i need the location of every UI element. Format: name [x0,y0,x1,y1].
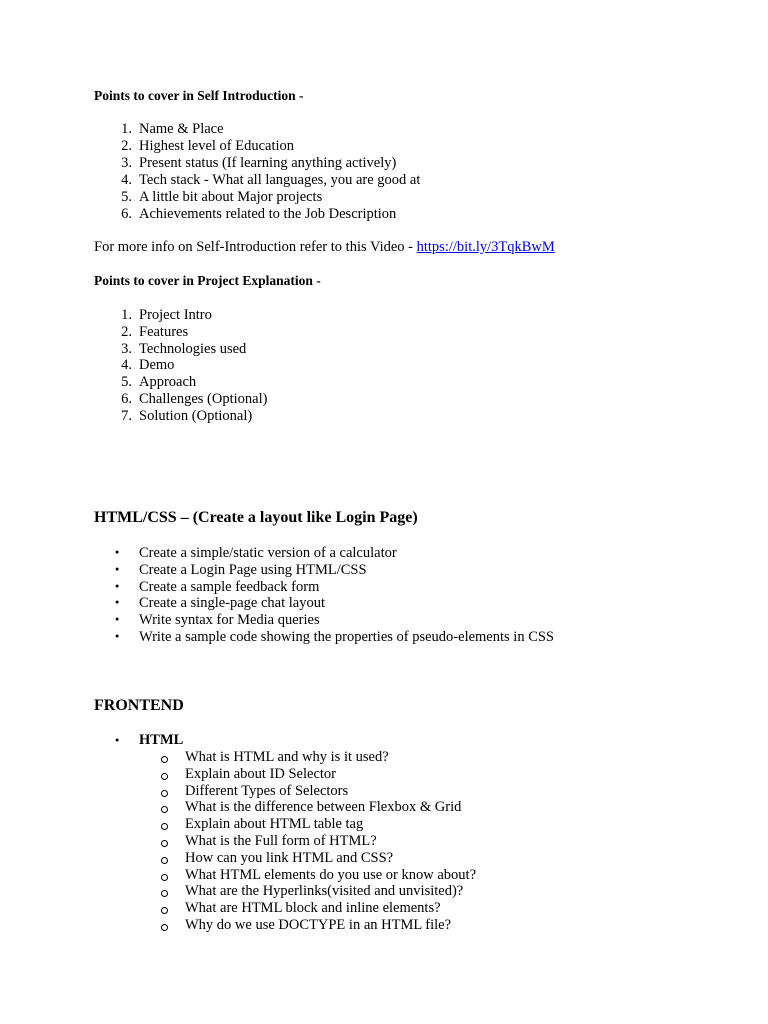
frontend-question-item: What are the Hyperlinks(visited and unvisited)? [185,883,464,900]
list-item-text: Technologies used [139,340,247,357]
frontend-question-item: How can you link HTML and CSS? [185,849,394,866]
list-item-text: Challenges (Optional) [139,391,268,407]
list-item-text: A little bit about Major projects [139,189,323,205]
list-number: 7. [121,407,132,424]
frontend-question-item: Explain about HTML table tag [185,816,364,833]
hollow-bullet-icon [161,907,168,914]
list-number: 6. [121,206,132,222]
list-number: 5. [121,189,132,205]
bullet-icon: ● [115,736,120,744]
html-css-item: Create a single-page chat layout [139,595,326,612]
frontend-question-item: Explain about ID Selector [185,765,336,782]
bullet-icon: ● [115,615,120,624]
frontend-heading: FRONTEND [94,697,184,714]
list-item-text: Highest level of Education [139,138,295,154]
list-number: 2. [121,323,132,340]
frontend-topic-label: HTML [139,732,184,748]
hollow-bullet-icon [161,857,168,864]
list-number: 2. [121,138,132,154]
html-css-item: Write syntax for Media queries [139,612,320,629]
list-number: 1. [121,121,132,137]
list-item-text: Achievements related to the Job Description [139,206,397,222]
bullet-icon: ● [115,598,120,607]
list-number: 6. [121,391,132,407]
html-css-item: Create a Login Page using HTML/CSS [139,561,367,578]
more-info-line [94,239,555,256]
hollow-bullet-icon [161,874,168,881]
list-item-text: Name & Place [139,121,224,137]
frontend-question-item: What is HTML and why is it used? [185,749,389,765]
hollow-bullet-icon [161,773,168,780]
list-item-text: Present status (If learning anything actively) [139,155,397,171]
frontend-question-item: What is the difference between Flexbox & Grid [185,799,462,816]
list-number: 1. [121,307,132,323]
hollow-bullet-icon [161,823,168,830]
hollow-bullet-icon [161,756,168,763]
frontend-question-item: What are HTML block and inline elements? [185,900,441,917]
bullet-icon: ● [115,632,120,640]
frontend-question-item: Why do we use DOCTYPE in an HTML file? [185,917,452,933]
project-heading: Points to cover in Project Explanation - [94,273,321,288]
list-number: 3. [121,155,132,171]
frontend-question-item: What HTML elements do you use or know about? [185,866,477,883]
list-number: 4. [121,172,132,188]
hollow-bullet-icon [161,840,168,847]
hollow-bullet-icon [161,806,168,813]
frontend-question-item: What is the Full form of HTML? [185,833,377,849]
list-item-text: Approach [139,374,197,391]
hollow-bullet-icon [161,890,168,897]
html-css-item: Create a simple/static version of a calculator [139,545,397,561]
more-info-text: For more info on Self-Introduction refer to this Video - [94,239,417,255]
list-number: 4. [121,357,132,374]
html-css-item: Create a sample feedback form [139,578,320,595]
hollow-bullet-icon [161,790,168,797]
hollow-bullet-icon [161,924,168,931]
list-number: 3. [121,340,132,357]
video-link[interactable]: https://bit.ly/3TqkBwM [416,239,555,255]
bullet-icon: ● [115,564,120,573]
bullet-icon: ● [115,548,120,556]
list-item-text: Demo [139,357,175,374]
frontend-question-item: Different Types of Selectors [185,782,349,799]
list-item-text: Features [139,323,189,340]
list-item-text: Project Intro [139,307,212,323]
html-css-item: Write a sample code showing the properties of pseudo-elements in CSS [139,629,554,645]
bullet-icon: ● [115,581,120,590]
list-number: 5. [121,374,132,391]
html-css-heading: HTML/CSS – (Create a layout like Login Page) [94,509,418,526]
list-item-text: Tech stack - What all languages, you are good at [139,172,421,188]
list-item-text: Solution (Optional) [139,407,253,424]
self-intro-heading: Points to cover in Self Introduction - [94,88,304,103]
